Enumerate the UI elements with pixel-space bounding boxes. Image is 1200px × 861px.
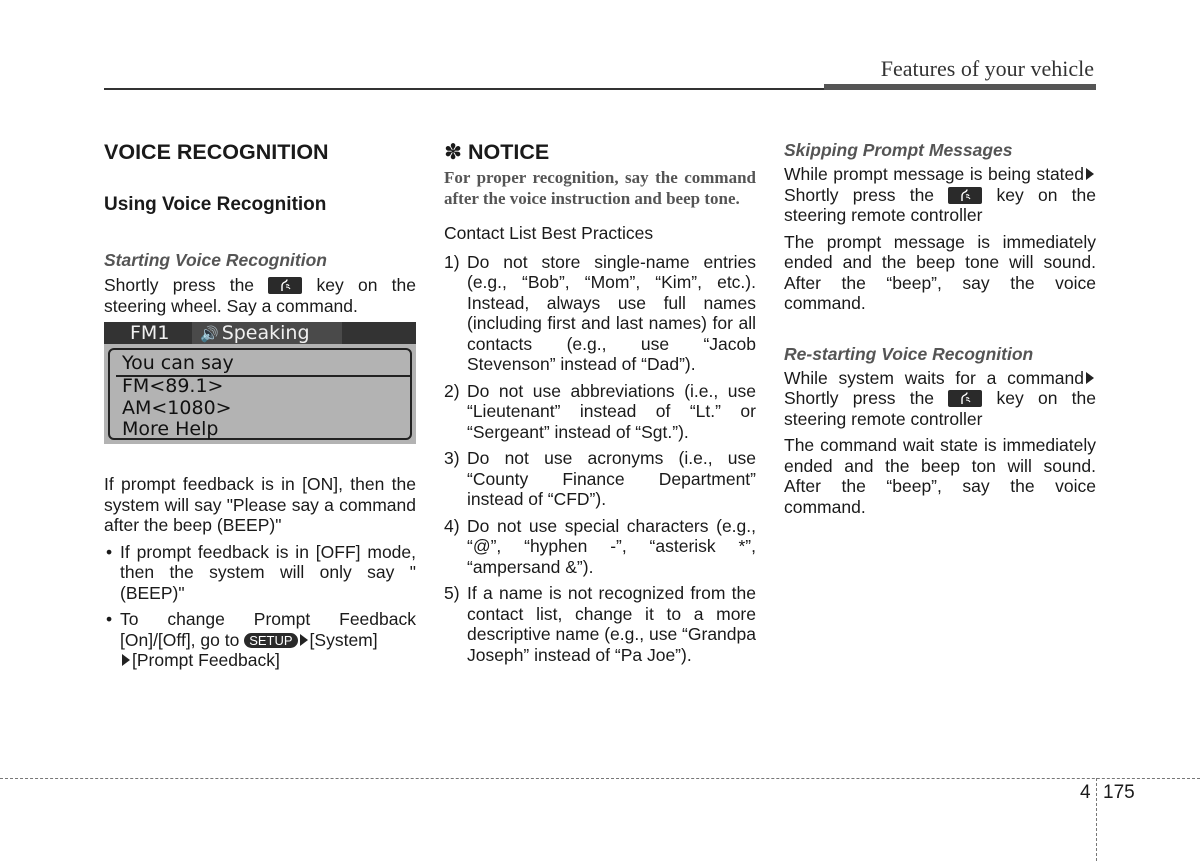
arrow-right-icon <box>300 634 308 646</box>
bullet2-text-a: To change Prompt Feedback [On]/[Off], go to <box>120 609 416 650</box>
restart-text-a: While system waits for a command <box>784 367 1084 388</box>
screen-menu-box <box>108 348 412 440</box>
header-rule <box>104 88 824 90</box>
list-item-text: Do not store single-name entries (e.g., “Bob”, “Mom”, “Kim”, etc.). Instead, always use full names (including first and last names) for all contacts (e.g., use “Jacob Stevenson” instead of “Dad”). <box>467 251 756 374</box>
list-item-text: Do not use acronyms (i.e., use “County Finance Department” instead of “CFD”). <box>467 448 756 509</box>
starting-title: Starting Voice Recognition <box>104 250 327 270</box>
skipping-result: The prompt message is immediately ended and the beep tone will sound. After the “beep”, say the voice command. <box>784 231 1096 313</box>
restarting-title: Re-starting Voice Recognition <box>784 343 1034 364</box>
list-item <box>444 448 756 510</box>
restarting-text <box>784 368 1096 430</box>
starting-text <box>104 275 416 316</box>
best-practices-title: Contact List Best Practices <box>444 223 654 243</box>
starting-text-b: key on the steering wheel. Say a command. <box>104 275 416 316</box>
skip-text-b: Shortly press the <box>784 184 935 205</box>
feedback-bullets <box>104 542 416 671</box>
arrow-right-icon <box>1086 168 1094 180</box>
screen-tab-speaking <box>192 322 342 344</box>
running-header: Features of your vehicle <box>880 56 1094 81</box>
column-right <box>784 140 1096 523</box>
screen-line-2: FM<89.1> <box>122 375 224 397</box>
page-number: 175 <box>1103 782 1135 803</box>
column-middle <box>444 140 756 671</box>
footer-divider <box>0 778 1200 779</box>
arrow-right-icon <box>1086 372 1094 384</box>
list-item-number: 3) <box>444 448 460 468</box>
notice-body: For proper recognition, say the command after the voice instruction and beep tone. <box>444 168 756 208</box>
restart-text-b: Shortly press the <box>784 388 935 408</box>
list-item-text: Do not use abbreviations (i.e., use “Lieutenant” instead of “Lt.” or “Sergeant” instead of “Sgt.”). <box>467 380 756 442</box>
subsection-title: Using Voice Recognition <box>104 194 327 215</box>
speaker-icon: 🔊 <box>200 325 219 343</box>
bullet2-text-c: [Prompt Feedback] <box>132 650 280 670</box>
screen-line-4: More Help <box>122 418 219 440</box>
column-left <box>104 140 416 677</box>
setup-key-label: SETUP <box>244 633 297 648</box>
restart-text-c: key on the steering remote controller <box>784 388 1096 429</box>
voice-key-icon <box>268 277 302 294</box>
best-practices-list <box>444 252 756 666</box>
list-item-text: If a name is not recognized from the contact list, change it to a more descriptive name (e.g., use “Grandpa Joseph” instead of “Pa Joe”). <box>467 583 756 665</box>
bullet-change-feedback <box>104 609 416 671</box>
voice-key-icon <box>948 390 982 407</box>
header-bar <box>824 84 1096 90</box>
feedback-text: If prompt feedback is in [ON], then the system will say "Please say a command after the beep (BEEP)" <box>104 474 416 535</box>
skipping-title: Skipping Prompt Messages <box>784 140 1013 160</box>
chapter-number: 4 <box>1080 782 1091 803</box>
arrow-right-icon <box>122 654 130 666</box>
skip-text-c: key on the steering remote controller <box>784 184 1096 225</box>
screen-tab-speaking-label: Speaking <box>221 322 310 344</box>
list-item-number: 4) <box>444 515 460 536</box>
starting-text-a: Shortly press the <box>104 275 255 295</box>
list-item <box>444 583 756 665</box>
notice-title: ✽ NOTICE <box>444 140 550 164</box>
list-item-text: Do not use special characters (e.g., “@”, “hyphen -”, “asterisk *”, “ampersand &”). <box>467 515 756 577</box>
bullet2-text-b: [System] <box>309 629 378 650</box>
list-item-number: 5) <box>444 583 460 603</box>
skip-text-a: While prompt message is being stated <box>784 164 1084 184</box>
list-item <box>444 381 756 443</box>
restarting-result: The command wait state is immediately ended and the beep ton will sound. After the “beep”, say the voice command. <box>784 435 1096 517</box>
screen-line-3: AM<1080> <box>122 397 232 419</box>
skipping-text <box>784 164 1096 226</box>
list-item-number: 1) <box>444 251 460 272</box>
list-item <box>444 252 756 375</box>
radio-display-screen <box>104 322 416 444</box>
voice-key-icon <box>948 187 982 204</box>
bullet-off-mode: • If prompt feedback is in [OFF] mode, then the system will only say "(BEEP)" <box>104 542 416 604</box>
footer-vertical-divider <box>1096 778 1097 861</box>
list-item-number: 2) <box>444 380 460 401</box>
screen-tab-fm1: FM1 <box>130 322 170 344</box>
list-item <box>444 516 756 578</box>
screen-line-1: You can say <box>122 352 234 374</box>
section-title: VOICE RECOGNITION <box>104 140 329 164</box>
